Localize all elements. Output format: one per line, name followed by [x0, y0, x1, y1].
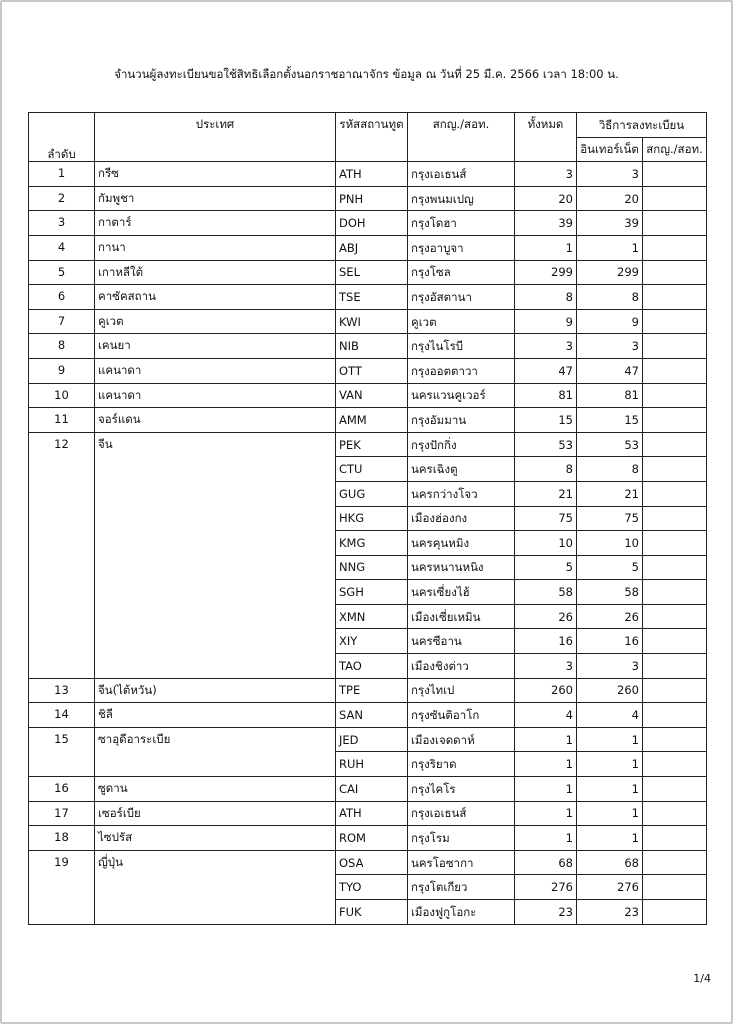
table-row: [29, 432, 707, 457]
total-cell: 5: [515, 555, 577, 580]
internet-cell: 3: [577, 654, 643, 679]
internet-cell: 75: [577, 506, 643, 531]
table-row: [29, 235, 707, 260]
office-cell: กรุงไทเป: [408, 678, 515, 703]
in-office-cell: [643, 285, 707, 310]
embassy-code-cell: ABJ: [336, 235, 408, 260]
internet-cell: 3: [577, 334, 643, 359]
total-cell: 10: [515, 531, 577, 556]
internet-cell: 4: [577, 703, 643, 728]
office-cell: นครแวนคูเวอร์: [408, 383, 515, 408]
total-cell: 1: [515, 235, 577, 260]
table-row: [29, 358, 707, 383]
embassy-code-cell: TPE: [336, 678, 408, 703]
embassy-code-cell: PNH: [336, 186, 408, 211]
internet-cell: 53: [577, 432, 643, 457]
internet-cell: 26: [577, 604, 643, 629]
country-cell: คาซัคสถาน: [95, 285, 336, 310]
table-row: [29, 285, 707, 310]
country-cell: ไซปรัส: [95, 826, 336, 851]
order-cell: 19: [29, 850, 95, 924]
header-internet: อินเทอร์เน็ต: [577, 137, 643, 162]
office-cell: นครซีอาน: [408, 629, 515, 654]
internet-cell: 9: [577, 309, 643, 334]
office-cell: เมืองฟูกูโอกะ: [408, 900, 515, 925]
in-office-cell: [643, 457, 707, 482]
office-cell: นครคุนหมิง: [408, 531, 515, 556]
in-office-cell: [643, 235, 707, 260]
header-total: ทั้งหมด: [515, 113, 577, 162]
in-office-cell: [643, 777, 707, 802]
total-cell: 4: [515, 703, 577, 728]
office-cell: กรุงอัสตานา: [408, 285, 515, 310]
total-cell: 23: [515, 900, 577, 925]
total-cell: 26: [515, 604, 577, 629]
in-office-cell: [643, 850, 707, 875]
office-cell: เมืองฮ่องกง: [408, 506, 515, 531]
internet-cell: 39: [577, 211, 643, 236]
country-cell: จีน(ไต้หวัน): [95, 678, 336, 703]
order-cell: 15: [29, 727, 95, 776]
country-cell: กาตาร์: [95, 211, 336, 236]
country-cell: ญี่ปุ่น: [95, 850, 336, 924]
office-cell: เมืองชิงต่าว: [408, 654, 515, 679]
order-cell: 14: [29, 703, 95, 728]
order-cell: 9: [29, 358, 95, 383]
embassy-code-cell: NIB: [336, 334, 408, 359]
office-cell: กรุงอัมมาน: [408, 408, 515, 433]
embassy-code-cell: SEL: [336, 260, 408, 285]
table-row: [29, 383, 707, 408]
table-row: [29, 801, 707, 826]
table-row: [29, 186, 707, 211]
office-cell: นครเฉิงตู: [408, 457, 515, 482]
office-cell: กรุงไนโรบี: [408, 334, 515, 359]
country-cell: เคนยา: [95, 334, 336, 359]
office-cell: กรุงออตตาวา: [408, 358, 515, 383]
total-cell: 20: [515, 186, 577, 211]
order-cell: 18: [29, 826, 95, 851]
order-cell: 10: [29, 383, 95, 408]
internet-cell: 260: [577, 678, 643, 703]
in-office-cell: [643, 432, 707, 457]
header-office-method: สกญ./สอท.: [643, 137, 707, 162]
country-cell: เซอร์เบีย: [95, 801, 336, 826]
total-cell: 9: [515, 309, 577, 334]
total-cell: 276: [515, 875, 577, 900]
total-cell: 1: [515, 752, 577, 777]
embassy-code-cell: CAI: [336, 777, 408, 802]
office-cell: กรุงโรม: [408, 826, 515, 851]
order-cell: 11: [29, 408, 95, 433]
office-cell: กรุงโดฮา: [408, 211, 515, 236]
in-office-cell: [643, 408, 707, 433]
order-cell: 6: [29, 285, 95, 310]
internet-cell: 21: [577, 481, 643, 506]
page-number: 1/4: [693, 972, 711, 985]
total-cell: 47: [515, 358, 577, 383]
embassy-code-cell: SAN: [336, 703, 408, 728]
in-office-cell: [643, 629, 707, 654]
total-cell: 3: [515, 162, 577, 187]
office-cell: นครเซี่ยงไฮ้: [408, 580, 515, 605]
total-cell: 21: [515, 481, 577, 506]
order-cell: 12: [29, 432, 95, 678]
header-country: ประเทศ: [95, 113, 336, 162]
internet-cell: 8: [577, 285, 643, 310]
in-office-cell: [643, 654, 707, 679]
office-cell: กรุงปักกิ่ง: [408, 432, 515, 457]
embassy-code-cell: RUH: [336, 752, 408, 777]
order-cell: 2: [29, 186, 95, 211]
embassy-code-cell: GUG: [336, 481, 408, 506]
country-cell: ซูดาน: [95, 777, 336, 802]
registration-table: [28, 112, 707, 925]
internet-cell: 10: [577, 531, 643, 556]
order-cell: 1: [29, 162, 95, 187]
office-cell: กรุงโตเกียว: [408, 875, 515, 900]
table-row: [29, 211, 707, 236]
table-row: [29, 162, 707, 187]
office-cell: กรุงอาบูจา: [408, 235, 515, 260]
order-cell: 7: [29, 309, 95, 334]
in-office-cell: [643, 358, 707, 383]
order-cell: 8: [29, 334, 95, 359]
internet-cell: 8: [577, 457, 643, 482]
order-cell: 13: [29, 678, 95, 703]
total-cell: 1: [515, 801, 577, 826]
order-cell: 3: [29, 211, 95, 236]
office-cell: เมืองเจดดาห์: [408, 727, 515, 752]
embassy-code-cell: TYO: [336, 875, 408, 900]
in-office-cell: [643, 875, 707, 900]
country-cell: คูเวต: [95, 309, 336, 334]
embassy-code-cell: ATH: [336, 162, 408, 187]
embassy-code-cell: VAN: [336, 383, 408, 408]
in-office-cell: [643, 752, 707, 777]
internet-cell: 81: [577, 383, 643, 408]
embassy-code-cell: DOH: [336, 211, 408, 236]
internet-cell: 1: [577, 235, 643, 260]
embassy-code-cell: ATH: [336, 801, 408, 826]
in-office-cell: [643, 531, 707, 556]
embassy-code-cell: HKG: [336, 506, 408, 531]
table-row: [29, 727, 707, 752]
embassy-code-cell: SGH: [336, 580, 408, 605]
country-cell: จีน: [95, 432, 336, 678]
order-cell: 5: [29, 260, 95, 285]
internet-cell: 1: [577, 801, 643, 826]
document-title: จำนวนผู้ลงทะเบียนขอใช้สิทธิเลือกตั้งนอกราชอาณาจักร ข้อมูล ณ วันที่ 25 มี.ค. 2566 เวลา 18:00 น.: [114, 67, 619, 81]
in-office-cell: [643, 703, 707, 728]
country-cell: แคนาดา: [95, 358, 336, 383]
in-office-cell: [643, 727, 707, 752]
internet-cell: 23: [577, 900, 643, 925]
country-cell: กานา: [95, 235, 336, 260]
table-row: [29, 703, 707, 728]
in-office-cell: [643, 309, 707, 334]
in-office-cell: [643, 900, 707, 925]
total-cell: 39: [515, 211, 577, 236]
table-row: [29, 678, 707, 703]
internet-cell: 299: [577, 260, 643, 285]
total-cell: 8: [515, 285, 577, 310]
internet-cell: 5: [577, 555, 643, 580]
country-cell: เกาหลีใต้: [95, 260, 336, 285]
country-cell: กรีซ: [95, 162, 336, 187]
total-cell: 1: [515, 777, 577, 802]
order-cell: 4: [29, 235, 95, 260]
total-cell: 58: [515, 580, 577, 605]
embassy-code-cell: KMG: [336, 531, 408, 556]
embassy-code-cell: ROM: [336, 826, 408, 851]
order-cell: 16: [29, 777, 95, 802]
in-office-cell: [643, 555, 707, 580]
office-cell: กรุงพนมเปญ: [408, 186, 515, 211]
header-method: วิธีการลงทะเบียน: [577, 113, 707, 138]
total-cell: 1: [515, 826, 577, 851]
total-cell: 260: [515, 678, 577, 703]
total-cell: 3: [515, 334, 577, 359]
header-order: ลำดับ: [29, 113, 95, 162]
in-office-cell: [643, 678, 707, 703]
country-cell: ชิลี: [95, 703, 336, 728]
embassy-code-cell: OTT: [336, 358, 408, 383]
total-cell: 15: [515, 408, 577, 433]
office-cell: กรุงเอเธนส์: [408, 162, 515, 187]
table-row: [29, 408, 707, 433]
internet-cell: 16: [577, 629, 643, 654]
total-cell: 81: [515, 383, 577, 408]
office-cell: กรุงไคโร: [408, 777, 515, 802]
internet-cell: 47: [577, 358, 643, 383]
office-cell: กรุงริยาด: [408, 752, 515, 777]
internet-cell: 1: [577, 752, 643, 777]
embassy-code-cell: XIY: [336, 629, 408, 654]
total-cell: 68: [515, 850, 577, 875]
in-office-cell: [643, 481, 707, 506]
office-cell: คูเวต: [408, 309, 515, 334]
embassy-code-cell: TSE: [336, 285, 408, 310]
office-cell: กรุงเอเธนส์: [408, 801, 515, 826]
embassy-code-cell: CTU: [336, 457, 408, 482]
embassy-code-cell: TAO: [336, 654, 408, 679]
country-cell: แคนาดา: [95, 383, 336, 408]
internet-cell: 20: [577, 186, 643, 211]
in-office-cell: [643, 826, 707, 851]
embassy-code-cell: JED: [336, 727, 408, 752]
embassy-code-cell: XMN: [336, 604, 408, 629]
table-row: [29, 309, 707, 334]
in-office-cell: [643, 604, 707, 629]
office-cell: นครกว่างโจว: [408, 481, 515, 506]
internet-cell: 1: [577, 826, 643, 851]
total-cell: 16: [515, 629, 577, 654]
country-cell: กัมพูชา: [95, 186, 336, 211]
internet-cell: 15: [577, 408, 643, 433]
office-cell: กรุงโซล: [408, 260, 515, 285]
table-row: [29, 260, 707, 285]
header-office: สกญ./สอท.: [408, 113, 515, 162]
total-cell: 8: [515, 457, 577, 482]
in-office-cell: [643, 211, 707, 236]
embassy-code-cell: FUK: [336, 900, 408, 925]
in-office-cell: [643, 506, 707, 531]
total-cell: 1: [515, 727, 577, 752]
internet-cell: 58: [577, 580, 643, 605]
table-body: [29, 162, 707, 924]
office-cell: นครโอซากา: [408, 850, 515, 875]
embassy-code-cell: OSA: [336, 850, 408, 875]
total-cell: 53: [515, 432, 577, 457]
total-cell: 299: [515, 260, 577, 285]
office-cell: กรุงซันติอาโก: [408, 703, 515, 728]
internet-cell: 1: [577, 777, 643, 802]
country-cell: ซาอุดีอาระเบีย: [95, 727, 336, 776]
embassy-code-cell: KWI: [336, 309, 408, 334]
order-cell: 17: [29, 801, 95, 826]
in-office-cell: [643, 162, 707, 187]
table-row: [29, 777, 707, 802]
embassy-code-cell: PEK: [336, 432, 408, 457]
table-row: [29, 826, 707, 851]
embassy-code-cell: AMM: [336, 408, 408, 433]
internet-cell: 1: [577, 727, 643, 752]
in-office-cell: [643, 801, 707, 826]
total-cell: 75: [515, 506, 577, 531]
internet-cell: 276: [577, 875, 643, 900]
table-row: [29, 850, 707, 875]
in-office-cell: [643, 260, 707, 285]
country-cell: จอร์แดน: [95, 408, 336, 433]
in-office-cell: [643, 186, 707, 211]
in-office-cell: [643, 383, 707, 408]
total-cell: 3: [515, 654, 577, 679]
table-row: [29, 334, 707, 359]
internet-cell: 3: [577, 162, 643, 187]
header-embassy-code: รหัสสถานทูต: [336, 113, 408, 162]
office-cell: เมืองเซี่ยเหมิน: [408, 604, 515, 629]
embassy-code-cell: NNG: [336, 555, 408, 580]
in-office-cell: [643, 334, 707, 359]
office-cell: นครหนานหนิง: [408, 555, 515, 580]
in-office-cell: [643, 580, 707, 605]
internet-cell: 68: [577, 850, 643, 875]
